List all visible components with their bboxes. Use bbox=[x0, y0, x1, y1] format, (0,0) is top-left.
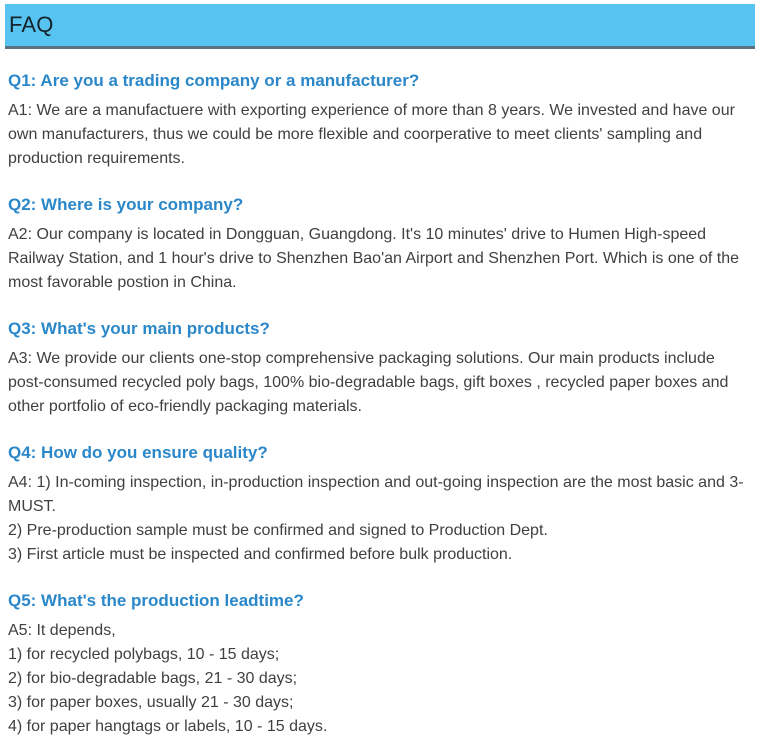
faq-section-q3 bbox=[8, 318, 753, 419]
answer-line: A2: Our company is located in Dongguan, Guangdong. It's 10 minutes' drive to Humen High-speed Railway Station, and 1 hour's drive to Shenzhen Bao'an Airport and Shenzhen Port. Which is one of the most favorable postion in China. bbox=[8, 226, 739, 291]
question-heading: Q5: What's the production leadtime? bbox=[8, 591, 304, 610]
answer-line: A5: It depends, bbox=[8, 622, 116, 639]
faq-section-q1 bbox=[8, 70, 753, 171]
answer-line: 3) First article must be inspected and confirmed before bulk production. bbox=[8, 546, 513, 563]
faq-section-q5 bbox=[8, 590, 753, 739]
faq-section-q4 bbox=[8, 442, 753, 567]
page-title: FAQ bbox=[9, 12, 54, 37]
answer-line: A3: We provide our clients one-stop comprehensive packaging solutions. Our main products include post-consumed recycled poly bags, 100% bio-degradable bags, gift boxes , recycled paper boxes and other portfolio of eco-friendly packaging materials. bbox=[8, 350, 729, 415]
faq-header-bar bbox=[5, 4, 755, 49]
question-heading: Q3: What's your main products? bbox=[8, 319, 270, 338]
answer-line: 2) Pre-production sample must be confirmed and signed to Production Dept. bbox=[8, 522, 548, 539]
answer-line: A4: 1) In-coming inspection, in-production inspection and out-going inspection are the most basic and 3-MUST. bbox=[8, 474, 744, 515]
answer-line: 2) for bio-degradable bags, 21 - 30 days; bbox=[8, 670, 298, 687]
answer-line: 4) for paper hangtags or labels, 10 - 15 days. bbox=[8, 718, 328, 735]
answer-line: 1) for recycled polybags, 10 - 15 days; bbox=[8, 646, 280, 663]
question-heading: Q4: How do you ensure quality? bbox=[8, 443, 268, 462]
answer-line: A1: We are a manufactuere with exporting experience of more than 8 years. We invested and have our own manufacturers, thus we could be more flexible and coorperative to meet clients' sampling and production requirements. bbox=[8, 102, 735, 167]
question-heading: Q1: Are you a trading company or a manufacturer? bbox=[8, 71, 420, 90]
answer-line: 3) for paper boxes, usually 21 - 30 days; bbox=[8, 694, 294, 711]
faq-section-q2 bbox=[8, 194, 753, 295]
question-heading: Q2: Where is your company? bbox=[8, 195, 244, 214]
faq-content bbox=[0, 70, 765, 739]
